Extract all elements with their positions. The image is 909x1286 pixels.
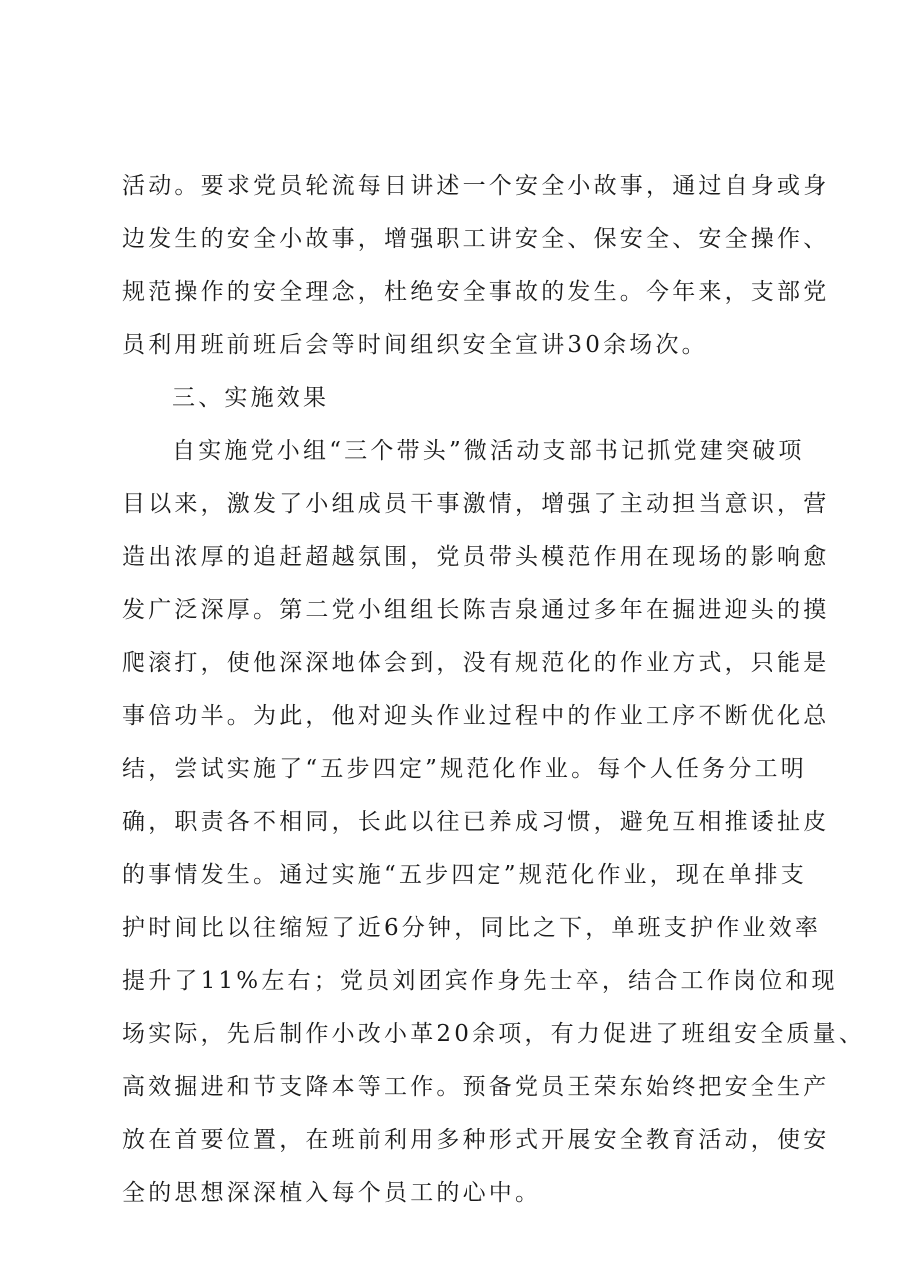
paragraph-line-14: 护时间比以往缩短了近6分钟，同比之下，单班支护作业效率 [122, 915, 822, 941]
paragraph-line-18: 放在首要位置，在班前利用多种形式开展安全教育活动，使安 [122, 1127, 830, 1153]
paragraph-line-4: 员利用班前班后会等时间组织安全宣讲30余场次。 [122, 332, 708, 358]
paragraph-line-19: 全的思想深深植入每个员工的心中。 [122, 1180, 542, 1206]
paragraph-line-17: 高效掘进和节支降本等工作。预备党员王荣东始终把安全生产 [122, 1074, 830, 1100]
paragraph-line-1: 活动。要求党员轮流每日讲述一个安全小故事，通过自身或身 [122, 173, 830, 199]
paragraph-line-15: 提升了11%左右；党员刘团宾作身先士卒，结合工作岗位和现 [122, 968, 838, 994]
paragraph-line-6: 目以来，激发了小组成员干事激情，增强了主动担当意识，营 [122, 491, 830, 517]
section-heading: 三、实施效果 [172, 385, 330, 411]
paragraph-line-5: 自实施党小组“三个带头”微活动支部书记抓党建突破项 [172, 438, 805, 464]
paragraph-line-2: 边发生的安全小故事，增强职工讲安全、保安全、安全操作、 [122, 226, 830, 252]
paragraph-line-3: 规范操作的安全理念，杜绝安全事故的发生。今年来，支部党 [122, 279, 830, 305]
paragraph-line-13: 的事情发生。通过实施“五步四定”规范化作业，现在单排支 [122, 862, 807, 888]
paragraph-line-11: 结，尝试实施了“五步四定”规范化作业。每个人任务分工明 [122, 756, 807, 782]
paragraph-line-9: 爬滚打，使他深深地体会到，没有规范化的作业方式，只能是 [122, 650, 830, 676]
paragraph-line-16: 场实际，先后制作小改小革20余项，有力促进了班组安全质量、 [122, 1021, 866, 1047]
paragraph-line-8: 发广泛深厚。第二党小组组长陈吉泉通过多年在掘进迎头的摸 [122, 597, 830, 623]
paragraph-line-10: 事倍功半。为此，他对迎头作业过程中的作业工序不断优化总 [122, 703, 830, 729]
paragraph-line-7: 造出浓厚的追赶超越氛围，党员带头模范作用在现场的影响愈 [122, 544, 830, 570]
paragraph-line-12: 确，职责各不相同，长此以往已养成习惯，避免互相推诿扯皮 [122, 809, 830, 835]
